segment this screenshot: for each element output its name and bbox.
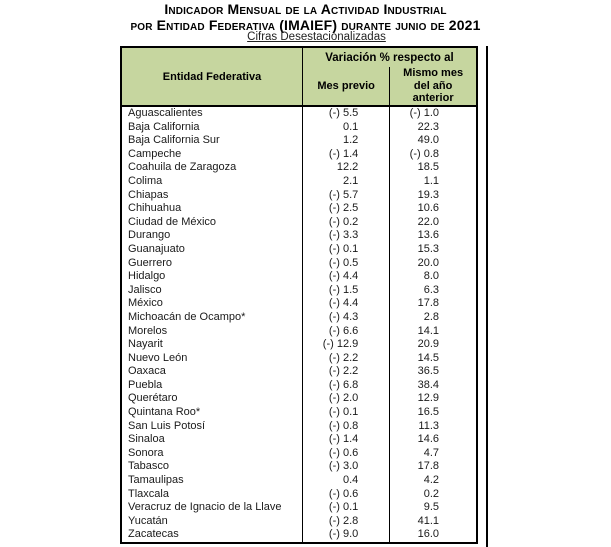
entidad-cell: Nayarit (121, 338, 303, 352)
mismo-mes-value: 0.2 (423, 487, 439, 500)
entidad-cell: Oaxaca (121, 365, 303, 379)
mes-previo-value: (-) 0.1 (303, 406, 390, 420)
mismo-mes-value: 16.5 (417, 406, 439, 419)
mismo-mes-value: 2.8 (423, 310, 439, 323)
mismo-mes-value: 4.7 (423, 446, 439, 459)
header-row-group (121, 47, 477, 67)
table-row (121, 161, 477, 175)
table-row (121, 106, 477, 121)
mes-previo-value: (-) 2.2 (303, 352, 390, 366)
mes-previo-value: (-) 5.7 (303, 189, 390, 203)
mes-previo-value: (-) 4.3 (303, 311, 390, 325)
mismo-mes-value: 14.5 (417, 351, 439, 364)
entidad-cell: Yucatán (121, 515, 303, 529)
table-row (121, 202, 477, 216)
entidad-cell: Veracruz de Ignacio de la Llave (121, 501, 303, 515)
table-row (121, 257, 477, 271)
table-row (121, 433, 477, 447)
mismo-mes-value: 49.0 (417, 134, 439, 147)
mes-previo-value: (-) 2.8 (303, 515, 390, 529)
entidad-cell: Guanajuato (121, 243, 303, 257)
mismo-mes-value: 18.5 (417, 161, 439, 174)
entidad-cell: Tlaxcala (121, 488, 303, 502)
mismo-mes-value: 17.8 (417, 297, 439, 310)
mes-previo-value: (-) 3.3 (303, 229, 390, 243)
imaief-table (120, 46, 478, 544)
table-row (121, 365, 477, 379)
mismo-mes-value: 20.9 (417, 338, 439, 351)
entidad-cell: Tabasco (121, 460, 303, 474)
table-row (121, 175, 477, 189)
entidad-cell: Chihuahua (121, 202, 303, 216)
mes-previo-value: (-) 0.5 (303, 257, 390, 271)
mes-previo-value: (-) 5.5 (303, 106, 390, 121)
mismo-mes-value: 15.3 (417, 242, 439, 255)
mes-previo-value: 0.4 (303, 474, 390, 488)
table-row (121, 406, 477, 420)
mismo-mes-value: 20.0 (417, 256, 439, 269)
table-row (121, 134, 477, 148)
table-row (121, 528, 477, 543)
mes-previo-value: (-) 6.8 (303, 379, 390, 393)
table-row (121, 379, 477, 393)
table-row (121, 297, 477, 311)
mes-previo-value: (-) 3.0 (303, 460, 390, 474)
entidad-cell: Colima (121, 175, 303, 189)
entidad-cell: San Luis Potosí (121, 420, 303, 434)
table-row (121, 270, 477, 284)
mismo-mes-value: 10.6 (417, 202, 439, 215)
mismo-mes-value: 16.0 (417, 528, 439, 541)
table-row (121, 501, 477, 515)
table-right-rule (486, 46, 488, 547)
mes-previo-value: (-) 4.4 (303, 270, 390, 284)
mismo-mes-value: 36.5 (417, 365, 439, 378)
table-row (121, 474, 477, 488)
mismo-mes-value: (-) 0.8 (409, 147, 439, 160)
table-row (121, 338, 477, 352)
mes-previo-value: (-) 0.2 (303, 216, 390, 230)
column-header-mismo-mes-ano-anterior: Mismo mes del año anterior (390, 67, 477, 106)
subtitle: Cifras Desestacionalizadas (247, 31, 386, 43)
entidad-cell: Aguascalientes (121, 106, 303, 121)
entidad-cell: Nuevo León (121, 352, 303, 366)
mismo-mes-value: 11.3 (418, 419, 439, 432)
entidad-cell: Tamaulipas (121, 474, 303, 488)
table-row (121, 121, 477, 135)
mes-previo-value: (-) 0.1 (303, 501, 390, 515)
table-body (121, 106, 477, 543)
mes-previo-value: (-) 0.6 (303, 488, 390, 502)
table-row (121, 325, 477, 339)
column-header-variacion-group: Variación % respecto al (303, 47, 478, 67)
mismo-mes-value: 4.2 (423, 474, 439, 487)
mismo-mes-value: 1.1 (423, 174, 439, 187)
mes-previo-value: 12.2 (303, 161, 390, 175)
mes-previo-value: (-) 1.5 (303, 284, 390, 298)
mismo-mes-value: 38.4 (417, 378, 439, 391)
table-row (121, 311, 477, 325)
column-header-mes-previo: Mes previo (303, 67, 390, 106)
mes-previo-value: (-) 1.4 (303, 433, 390, 447)
table-row (121, 243, 477, 257)
table-header (121, 47, 477, 106)
entidad-cell: Baja California (121, 121, 303, 135)
mes-previo-value: (-) 2.0 (303, 392, 390, 406)
mismo-mes-value: 19.3 (417, 188, 439, 201)
mes-previo-value: (-) 6.6 (303, 325, 390, 339)
mes-previo-value: (-) 4.4 (303, 297, 390, 311)
mes-previo-value: 2.1 (303, 175, 390, 189)
table-row (121, 420, 477, 434)
entidad-cell: Guerrero (121, 257, 303, 271)
mismo-mes-value: 12.9 (417, 392, 439, 405)
mismo-mes-value: 41.1 (417, 514, 439, 527)
entidad-cell: Puebla (121, 379, 303, 393)
table-row (121, 447, 477, 461)
mismo-mes-value: 6.3 (423, 283, 439, 296)
table-row (121, 515, 477, 529)
page-title (0, 1, 611, 33)
mismo-mes-value: 22.3 (417, 120, 439, 133)
table-row (121, 352, 477, 366)
mes-previo-value: (-) 9.0 (303, 528, 390, 543)
mismo-mes-value: 8.0 (423, 270, 439, 283)
mes-previo-value: (-) 0.6 (303, 447, 390, 461)
column-header-entidad-federativa: Entidad Federativa (121, 47, 303, 106)
entidad-cell: Querétaro (121, 392, 303, 406)
imaief-table-container (120, 46, 478, 544)
mismo-mes-value: (-) 1.0 (409, 107, 439, 119)
entidad-cell: Hidalgo (121, 270, 303, 284)
title-line-2: por Entidad Federativa (IMAIEF) durante junio de 2021 (130, 17, 481, 33)
entidad-cell: Sinaloa (121, 433, 303, 447)
table-row (121, 488, 477, 502)
mismo-mes-value: 14.1 (417, 324, 439, 337)
mismo-mes-value: 9.5 (423, 501, 439, 514)
mismo-mes-value: 14.6 (417, 433, 439, 446)
mes-previo-value: (-) 12.9 (303, 338, 390, 352)
entidad-cell: Quintana Roo* (121, 406, 303, 420)
table-row (121, 460, 477, 474)
entidad-cell: Baja California Sur (121, 134, 303, 148)
table-row (121, 216, 477, 230)
table-row (121, 284, 477, 298)
entidad-cell: Sonora (121, 447, 303, 461)
mes-previo-value: (-) 0.1 (303, 243, 390, 257)
mes-previo-value: (-) 1.4 (303, 148, 390, 162)
entidad-cell: México (121, 297, 303, 311)
mismo-mes-value: 13.6 (417, 229, 439, 242)
entidad-cell: Campeche (121, 148, 303, 162)
entidad-cell: Chiapas (121, 189, 303, 203)
mismo-mes-value: 22.0 (417, 215, 439, 228)
entidad-cell: Morelos (121, 325, 303, 339)
mes-previo-value: 1.2 (303, 134, 390, 148)
mismo-mes-value: 17.8 (417, 460, 439, 473)
entidad-cell: Durango (121, 229, 303, 243)
mes-previo-value: (-) 2.5 (303, 202, 390, 216)
table-row (121, 148, 477, 162)
entidad-cell: Coahuila de Zaragoza (121, 161, 303, 175)
title-line-1: Indicador Mensual de la Actividad Industrial (164, 1, 447, 17)
mes-previo-value: (-) 2.2 (303, 365, 390, 379)
entidad-cell: Ciudad de México (121, 216, 303, 230)
mes-previo-value: 0.1 (303, 121, 390, 135)
table-row (121, 229, 477, 243)
entidad-cell: Jalisco (121, 284, 303, 298)
mes-previo-value: (-) 0.8 (303, 420, 390, 434)
entidad-cell: Zacatecas (121, 528, 303, 543)
entidad-cell: Michoacán de Ocampo* (121, 311, 303, 325)
table-row (121, 189, 477, 203)
table-row (121, 392, 477, 406)
